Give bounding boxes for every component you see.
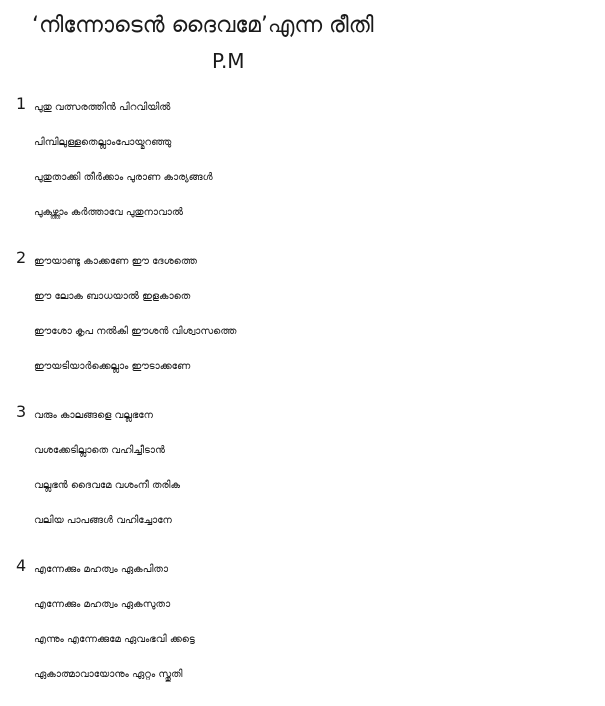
- verse: [16, 244, 601, 384]
- verse-line: വരും കാലങ്ങളെ വല്ലഭനേ: [34, 410, 153, 421]
- verse: [16, 90, 601, 230]
- hymn-tune-title: ‘നിന്നോടെൻ ദൈവമേ’എന്ന രീതി: [32, 13, 374, 38]
- verse-line: എന്നേക്കും മഹത്വം ഏകസുതാ: [34, 599, 171, 610]
- verse-line: വലിയ പാപങ്ങൾ വഹിച്ചോനേ: [34, 515, 172, 526]
- meter-label: P.M: [212, 49, 245, 73]
- verse-line: വല്ലഭൻ ദൈവമേ വശംനീ തരിക: [34, 480, 180, 491]
- verse-number: 4: [16, 556, 27, 575]
- verse-number: 1: [16, 94, 27, 113]
- verse-number: 2: [16, 248, 27, 267]
- verse-number: 3: [16, 402, 27, 421]
- verse-line: പിമ്പിലുള്ളതെല്ലാംപോയ്മറഞ്ഞു: [34, 137, 172, 148]
- verse-line: ഈയടിയാർക്കെല്ലാം ഈടാക്കണേ: [34, 361, 191, 372]
- verse-line: പുകഴ്ത്താം കർത്താവേ പുതുനാവാൽ: [34, 207, 183, 218]
- verse-line: ഈശോ കൃപ നൽകി ഈശൻ വിശ്വാസത്തെ: [34, 326, 237, 337]
- verse-line: എന്നും എന്നേക്കുമേ ഏവംഭവി ക്കട്ടെ: [34, 634, 195, 645]
- verse-list: [16, 90, 601, 706]
- verse: [16, 398, 601, 538]
- verse-line: എന്നേക്കും മഹത്വം ഏകപിതാ: [34, 564, 169, 575]
- verse-line: പുതു വത്സരത്തിൻ പിറവിയിൽ: [34, 102, 171, 113]
- verse-line: പുതുതാക്കി തീർക്കാം പുരാണ കാര്യങ്ങൾ: [34, 172, 213, 183]
- verse: [16, 552, 601, 692]
- verse-line: ഈയാണ്ടു കാക്കണേ ഈ ദേശത്തെ: [34, 256, 197, 267]
- verse-line: വശക്കേടില്ലാതെ വഹിച്ചീടാൻ: [34, 445, 165, 456]
- verse-line: ഏകാത്മാവായോനും ഏറ്റം സ്തുതി: [34, 669, 183, 680]
- verse-line: ഈ ലോക ബാധയാൽ ഇളകാതെ: [34, 291, 191, 302]
